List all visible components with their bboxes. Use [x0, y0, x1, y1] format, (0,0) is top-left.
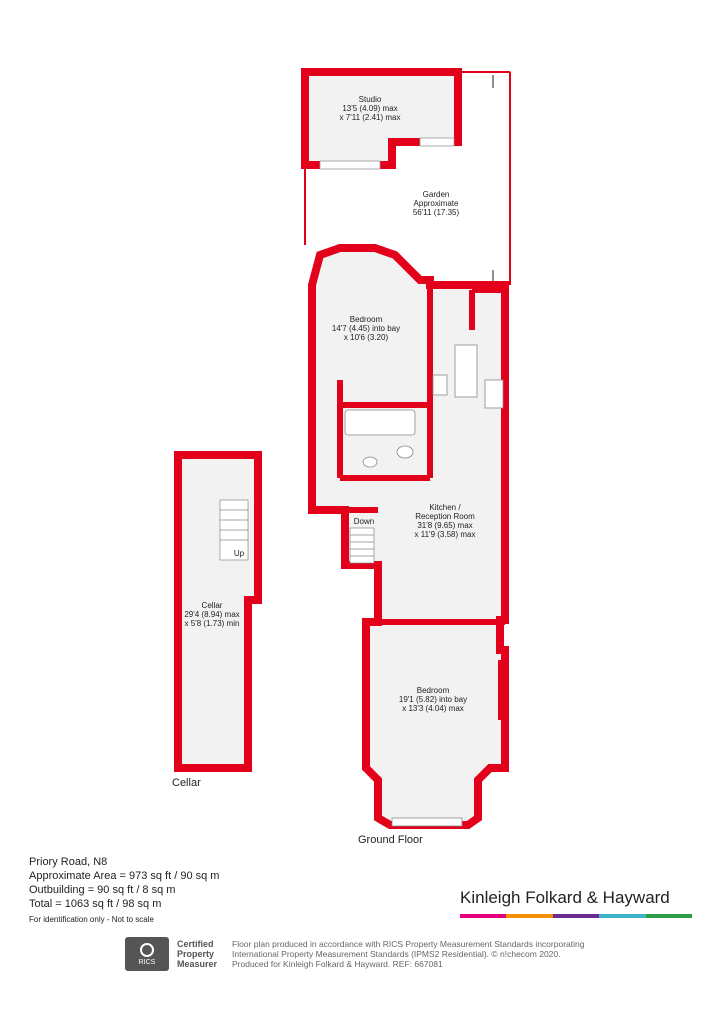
- property-info: [29, 855, 219, 927]
- brand-bar-segment-1: [460, 914, 506, 918]
- brand-bar-segment-4: [599, 914, 645, 918]
- bedroom-front-dim1: 19'1 (5.82) into bay: [398, 695, 468, 704]
- bedroom-rear-dim1: 14'7 (4.45) into bay: [331, 324, 401, 333]
- kitchen-dim3: x 11'9 (3.58) max: [414, 530, 476, 539]
- studio-dim1: 13'5 (4.09) max: [342, 104, 398, 113]
- stairs-down-label: Down: [353, 517, 375, 526]
- studio-dim2: x 7'11 (2.41) max: [339, 113, 401, 122]
- stairs-up-label: Up: [233, 549, 245, 558]
- address: Priory Road, N8: [29, 856, 108, 868]
- brand-bar-segment-3: [553, 914, 599, 918]
- cellar-floor-label: Cellar: [172, 777, 201, 789]
- ground-floor-shell: [312, 248, 505, 825]
- rics-badge-text: RICS: [138, 958, 156, 966]
- identification-note: For identification only - Not to scale: [29, 915, 154, 924]
- bedroom-front-name: Bedroom: [416, 686, 450, 695]
- rics-logo: [125, 937, 169, 971]
- cellar-name: Cellar: [201, 601, 223, 610]
- rics-line3: Measurer: [177, 959, 218, 969]
- kitchen-name: Kitchen /: [429, 503, 461, 512]
- brand-color-bar: [460, 914, 692, 918]
- bedroom-front-dim2: x 13'3 (4.04) max: [402, 704, 464, 713]
- garden-dim1: Approximate: [413, 199, 459, 208]
- rics-line2: Property: [177, 949, 215, 959]
- garden-name: Garden: [422, 190, 450, 199]
- cellar-dim2: x 5'8 (1.73) min: [184, 619, 240, 628]
- cellar-dim1: 29'4 (8.94) max: [184, 610, 240, 619]
- brand-bar-segment-2: [506, 914, 552, 918]
- globe-icon: [140, 943, 154, 957]
- brand-logo: [460, 888, 692, 918]
- total-area: Total = 1063 sq ft / 98 sq m: [29, 898, 162, 910]
- bedroom-rear-dim2: x 10'6 (3.20): [343, 333, 389, 342]
- disclaimer-line2: International Property Measurement Standards (IPMS2 Residential). © n!checom 2020.: [232, 949, 561, 959]
- ground-floor-label: Ground Floor: [358, 834, 423, 846]
- rics-badge: [125, 937, 217, 971]
- brand-bar-segment-5: [646, 914, 692, 918]
- disclaimer: [232, 939, 584, 969]
- stairs-down: [350, 528, 374, 563]
- garden-dim2: 56'11 (17.35): [412, 208, 460, 217]
- rics-certified-text: [177, 939, 217, 969]
- rics-line1: Certified: [177, 939, 214, 949]
- bedroom-rear-name: Bedroom: [349, 315, 383, 324]
- disclaimer-line3: Produced for Kinleigh Folkard & Hayward. REF: 667081: [232, 959, 443, 969]
- disclaimer-line1: Floor plan produced in accordance with RICS Property Measurement Standards incorporating: [232, 939, 585, 949]
- studio-name: Studio: [358, 95, 382, 104]
- outbuilding-area: Outbuilding = 90 sq ft / 8 sq m: [29, 884, 176, 896]
- kitchen-dim2: 31'8 (9.65) max: [417, 521, 473, 530]
- brand-name: Kinleigh Folkard & Hayward: [460, 888, 670, 907]
- approximate-area: Approximate Area = 973 sq ft / 90 sq m: [29, 870, 220, 882]
- kitchen-dim1: Reception Room: [415, 512, 475, 521]
